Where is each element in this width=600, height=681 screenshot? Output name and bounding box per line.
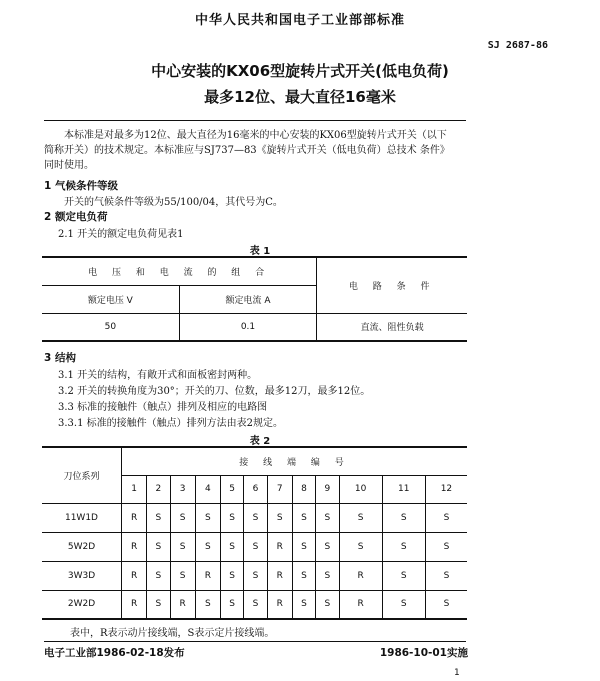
table-2-caption: 表 2	[249, 436, 271, 447]
table-cell: S	[292, 503, 315, 532]
table-1	[42, 256, 467, 342]
row-label: 5W2D	[42, 532, 122, 561]
table-2-group-header: 接 线 端 编 号	[122, 447, 468, 475]
document-subtitle: 最多12位、最大直径16毫米	[204, 88, 396, 106]
intro-line-1: 本标准是对最多为12位、最大直径为16毫米的中心安装的KX06型旋转片式开关（以下	[64, 130, 447, 141]
table-1-circuit-value: 直流、阻性负载	[317, 313, 467, 341]
table-row	[42, 561, 467, 590]
section-1-heading: 1 气候条件等级	[44, 180, 118, 192]
intro-line-3: 同时使用。	[44, 160, 94, 171]
table-cell: S	[147, 532, 170, 561]
table-cell: S	[147, 503, 170, 532]
table-cell: S	[244, 561, 267, 590]
table-row	[42, 532, 467, 561]
table-cell: S	[382, 561, 425, 590]
row-label: 11W1D	[42, 503, 122, 532]
section-3-3-text: 3.3 标准的接触件（触点）排列及相应的电路图	[58, 402, 268, 413]
table-2-note: 表中，R表示动片接线端，S表示定片接线端。	[70, 628, 275, 639]
table-cell: S	[267, 503, 292, 532]
section-3-1-text: 3.1 开关的结构，有敞开式和面板密封两种。	[58, 370, 258, 381]
table-cell: S	[382, 503, 425, 532]
terminal-number: 1	[122, 475, 147, 503]
table-1-voltage-value: 50	[42, 313, 179, 341]
table-cell: S	[316, 532, 339, 561]
row-label: 3W3D	[42, 561, 122, 590]
table-cell: S	[425, 532, 467, 561]
table-cell: S	[316, 503, 339, 532]
table-cell: S	[339, 503, 382, 532]
table-2	[42, 446, 467, 620]
table-cell: S	[244, 590, 267, 619]
page-number: 1	[454, 668, 460, 678]
section-1-text: 开关的气候条件等级为55/100/04，其代号为C。	[64, 197, 283, 208]
table-cell: S	[382, 532, 425, 561]
terminal-number: 3	[170, 475, 195, 503]
table-cell: R	[339, 561, 382, 590]
table-cell: R	[339, 590, 382, 619]
table-cell: S	[316, 561, 339, 590]
table-cell: S	[425, 561, 467, 590]
terminal-number: 2	[147, 475, 170, 503]
section-3-3-1-text: 3.3.1 标准的接触件（触点）排列方法由表2规定。	[58, 418, 283, 429]
table-cell: S	[220, 532, 243, 561]
table-cell: S	[220, 503, 243, 532]
title-rule	[44, 120, 466, 121]
table-cell: S	[170, 532, 195, 561]
row-label: 2W2D	[42, 590, 122, 619]
table-cell: S	[292, 561, 315, 590]
table-1-voltage-header: 额定电压 V	[42, 285, 179, 313]
table-cell: S	[339, 532, 382, 561]
table-cell: R	[267, 561, 292, 590]
table-cell: R	[122, 532, 147, 561]
table-cell: S	[220, 590, 243, 619]
section-2-1-text: 2.1 开关的额定电负荷见表1	[58, 229, 184, 240]
terminal-number: 9	[316, 475, 339, 503]
table-1-current-value: 0.1	[179, 313, 317, 341]
table-cell: S	[292, 590, 315, 619]
table-cell: S	[244, 532, 267, 561]
table-cell: S	[195, 503, 220, 532]
table-cell: R	[195, 561, 220, 590]
table-cell: S	[220, 561, 243, 590]
issuing-authority: 中华人民共和国电子工业部部标准	[194, 13, 405, 28]
table-cell: R	[122, 503, 147, 532]
table-cell: S	[147, 590, 170, 619]
table-cell: R	[170, 590, 195, 619]
issue-date: 电子工业部1986-02-18发布	[44, 647, 185, 659]
table-cell: S	[195, 532, 220, 561]
standard-number: SJ 2687-86	[487, 40, 548, 51]
terminal-number: 7	[267, 475, 292, 503]
table-cell: R	[122, 590, 147, 619]
table-cell: R	[122, 561, 147, 590]
terminal-number: 10	[339, 475, 382, 503]
table-cell: R	[267, 590, 292, 619]
table-cell: S	[170, 503, 195, 532]
footer-rule	[44, 641, 466, 642]
terminal-number: 8	[292, 475, 315, 503]
terminal-number: 6	[244, 475, 267, 503]
section-3-heading: 3 结构	[44, 352, 76, 364]
table-row	[42, 590, 467, 619]
table-1-group-header: 电 压 和 电 流 的 组 合	[42, 257, 317, 285]
table-1-circuit-header: 电 路 条 件	[317, 257, 467, 313]
table-row	[42, 503, 467, 532]
terminal-number: 4	[195, 475, 220, 503]
intro-paragraph	[44, 128, 466, 173]
table-cell: S	[425, 503, 467, 532]
intro-line-2: 简称开关）的技术规定。本标准应与SJ737—83《旋转片式开关（低电负荷）总技术 条件》	[44, 145, 450, 156]
table-cell: S	[382, 590, 425, 619]
table-cell: S	[195, 590, 220, 619]
section-3-2-text: 3.2 开关的转换角度为30°；开关的刀、位数，最多12刀，最多12位。	[58, 386, 371, 397]
document-title: 中心安装的KX06型旋转片式开关(低电负荷)	[151, 62, 449, 80]
table-2-row-header: 刀位系列	[42, 447, 122, 503]
section-2-heading: 2 额定电负荷	[44, 211, 108, 223]
effective-date: 1986-10-01实施	[379, 647, 468, 659]
table-cell: S	[147, 561, 170, 590]
table-cell: R	[267, 532, 292, 561]
table-cell: S	[316, 590, 339, 619]
table-1-current-header: 额定电流 A	[179, 285, 317, 313]
table-cell: S	[292, 532, 315, 561]
terminal-number: 5	[220, 475, 243, 503]
table-cell: S	[244, 503, 267, 532]
table-1-caption: 表 1	[249, 246, 271, 257]
terminal-number: 12	[425, 475, 467, 503]
table-cell: S	[425, 590, 467, 619]
terminal-number: 11	[382, 475, 425, 503]
table-cell: S	[170, 561, 195, 590]
